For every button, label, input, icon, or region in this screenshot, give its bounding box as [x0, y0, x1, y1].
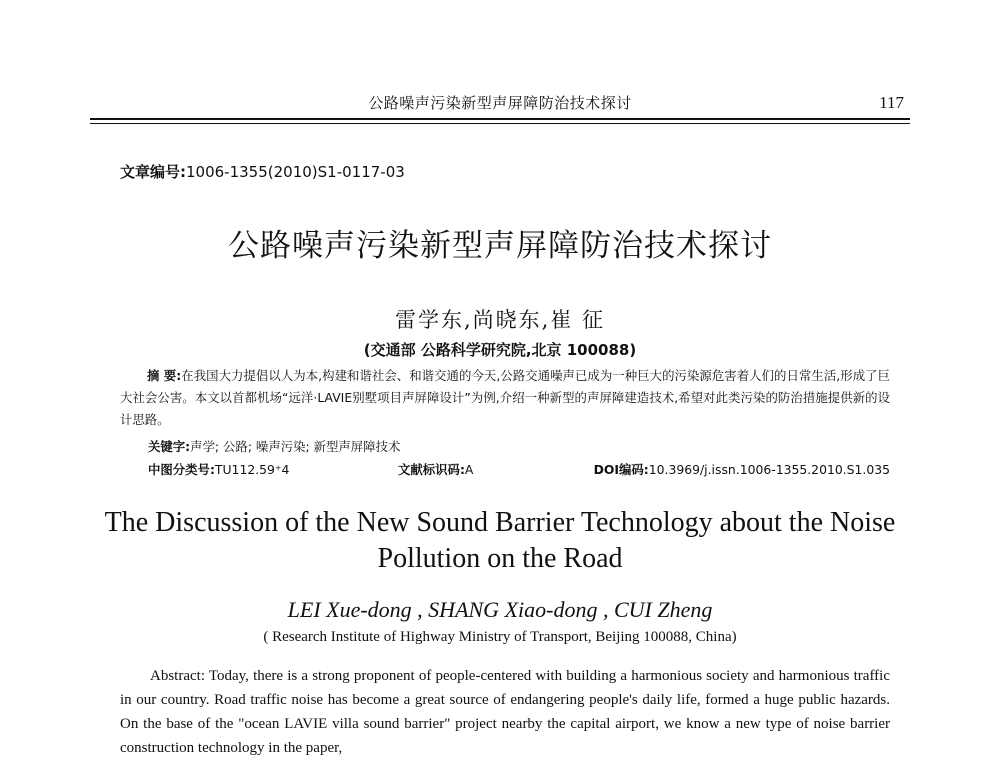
header-rule-thin [90, 123, 910, 124]
keywords-chinese [148, 437, 400, 455]
running-header [90, 92, 910, 116]
running-title: 公路噪声污染新型声屏障防治技术探讨 [368, 94, 632, 112]
clc-value: TU112.59⁺4 [214, 462, 290, 477]
abstract-english: Abstract: Today, there is a strong proponent of people-centered with building a harmonious society and harmonious traffic in our country. Road traffic noise has become a great source of endangering people's daily life, formed a huge public hazards. On the base of the "ocean LAVIE villa sound barrier" project nearby the capital airport, we know a new type of noise barrier construction technology in the paper, [120, 668, 890, 756]
authors-chinese: 雷学东,尚晓东,崔 征 [394, 308, 606, 332]
keywords-text: 声学; 公路; 噪声污染; 新型声屏障技术 [190, 439, 401, 454]
keywords-label: 关键字: [148, 439, 191, 454]
doi-value: 10.3969/j.issn.1006-1355.2010.S1.035 [648, 462, 890, 477]
abstract-chinese-text: 在我国大力提倡以人为本,构建和谐社会、和谐交通的今天,公路交通噪声已成为一种巨大的污染源危害着人们的日常生活,形成了巨大社会公害。本文以首都机场“远洋·LAVIE别墅项目声屏障设计”为例,介绍一种新型的声屏障建造技术,希望对此类污染的防治措施提供新的设计思路。 [120, 368, 890, 427]
page-number: 117 [879, 93, 904, 112]
abstract-chinese-label: 摘 要: [147, 368, 182, 383]
document-code [398, 460, 473, 478]
clc-number [148, 460, 289, 478]
article-id [120, 161, 405, 182]
affiliation-chinese: (交通部 公路科学研究院,北京 100088) [363, 341, 637, 359]
authors-english: LEI Xue-dong , SHANG Xiao-dong , CUI Zheng [287, 597, 713, 622]
document-code-label: 文献标识码: [398, 462, 465, 477]
article-id-label: 文章编号: [120, 163, 186, 181]
doi [594, 460, 890, 478]
header-rule-thick [90, 118, 910, 120]
doi-label: DOI编码: [593, 462, 649, 477]
article-id-value: 1006-1355(2010)S1-0117-03 [186, 163, 405, 181]
affiliation-english: ( Research Institute of Highway Ministry of Transport, Beijing 100088, China) [263, 629, 737, 645]
clc-label: 中图分类号: [148, 462, 215, 477]
title-chinese: 公路噪声污染新型声屏障防治技术探讨 [228, 228, 772, 264]
abstract-chinese [120, 365, 890, 431]
document-code-value: A [464, 462, 474, 477]
classification-row [148, 460, 890, 482]
title-english: The Discussion of the New Sound Barrier Technology about the Noise Pollution on the Road [104, 507, 896, 574]
